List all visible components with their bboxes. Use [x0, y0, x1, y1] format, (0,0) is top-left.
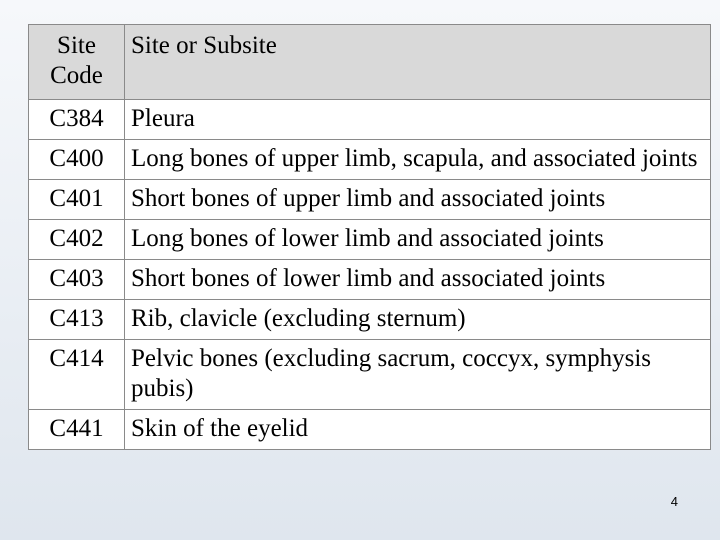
table-header-row [29, 25, 711, 100]
site-code-cell: C384 [29, 100, 125, 140]
site-name-cell: Long bones of lower limb and associated joints [125, 220, 711, 260]
site-name-cell: Short bones of lower limb and associated joints [125, 260, 711, 300]
site-name-cell: Pelvic bones (excluding sacrum, coccyx, symphysis pubis) [125, 340, 711, 410]
site-name-cell: Pleura [125, 100, 711, 140]
site-code-table [28, 24, 711, 450]
site-name-cell: Long bones of upper limb, scapula, and associated joints [125, 140, 711, 180]
header-site-or-subsite: Site or Subsite [125, 25, 711, 100]
site-code-cell: C413 [29, 300, 125, 340]
site-code-cell: C403 [29, 260, 125, 300]
table-row [29, 410, 711, 450]
header-site-code: Site Code [29, 25, 125, 100]
site-name-cell: Skin of the eyelid [125, 410, 711, 450]
site-code-cell: C441 [29, 410, 125, 450]
table-row [29, 340, 711, 410]
site-code-cell: C414 [29, 340, 125, 410]
page-number: 4 [670, 494, 678, 509]
site-code-cell: C402 [29, 220, 125, 260]
site-name-cell: Short bones of upper limb and associated joints [125, 180, 711, 220]
table-row [29, 140, 711, 180]
table-row [29, 180, 711, 220]
site-name-cell: Rib, clavicle (excluding sternum) [125, 300, 711, 340]
table-row [29, 260, 711, 300]
table-row [29, 300, 711, 340]
site-code-cell: C401 [29, 180, 125, 220]
site-code-cell: C400 [29, 140, 125, 180]
table-row [29, 100, 711, 140]
table-row [29, 220, 711, 260]
